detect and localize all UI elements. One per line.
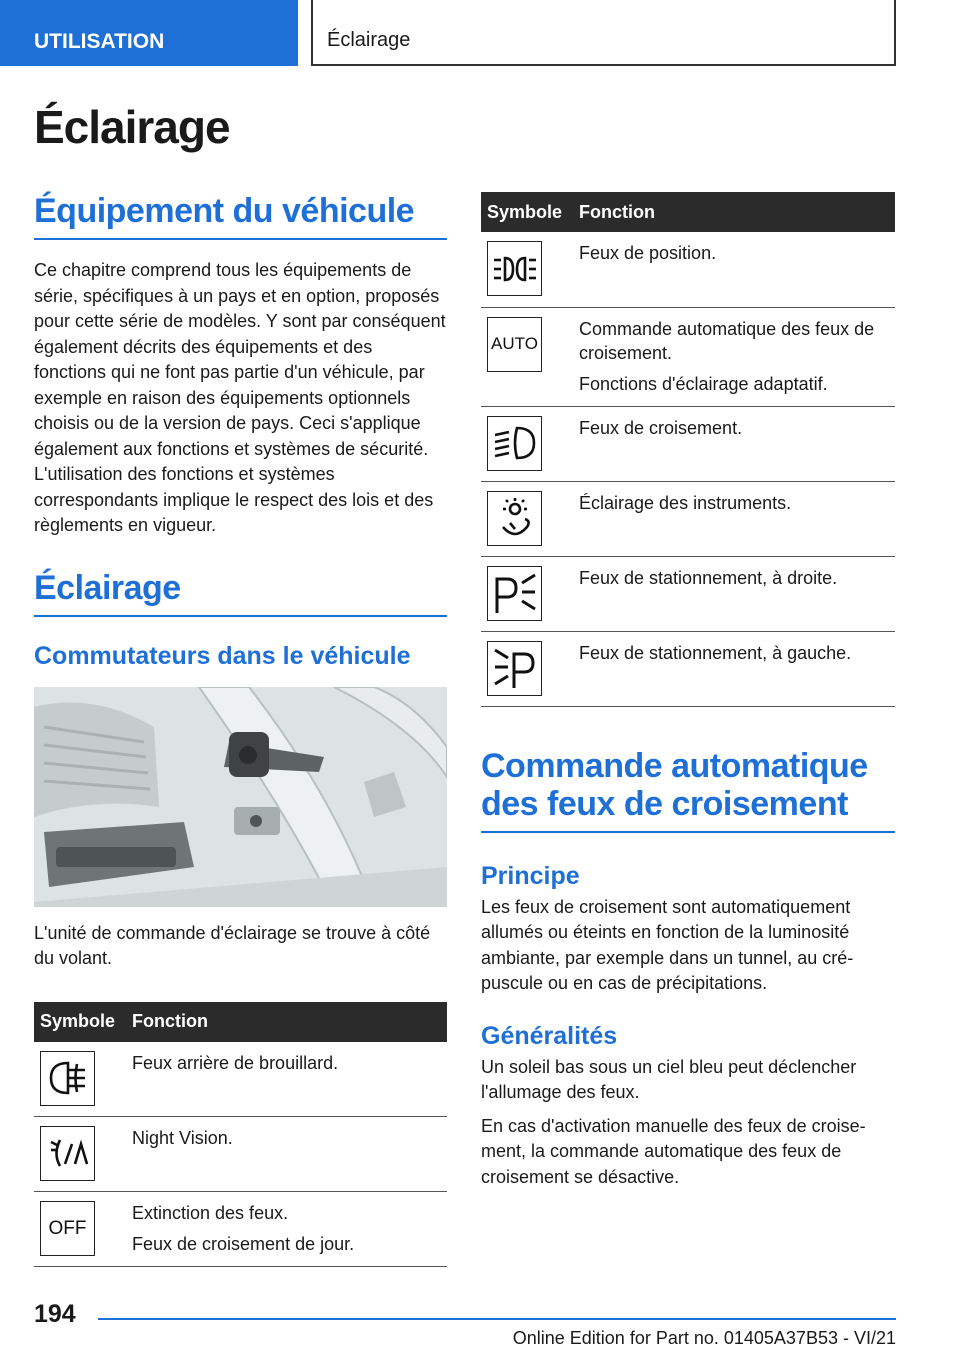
- function-text: Feux de croisement de jour.: [132, 1234, 355, 1254]
- col-function: Fonction: [573, 192, 895, 232]
- parking-lights-icon: [487, 241, 542, 296]
- night-vision-icon: [40, 1126, 95, 1181]
- principle-paragraph: Les feux de croisement sont automatiquement allumés ou éteints en fonction de la luminosité ambiante, par exemple dans un tunnel, au crépuscule ou en cas de précipitations.: [481, 896, 854, 993]
- function-text: Feux de position.: [579, 243, 717, 263]
- general-paragraph-1: Un soleil bas sous un ciel bleu peut déclencher l'allumage des feux.: [481, 1056, 857, 1102]
- function-text: Feux de croisement.: [579, 417, 743, 438]
- function-text: Extinction des feux.: [132, 1203, 289, 1223]
- table-row: [34, 1042, 447, 1117]
- instrument-lighting-icon: [487, 491, 542, 546]
- symbol-table-left: [34, 1002, 447, 1268]
- heading-auto-headlight: Commande automatique des feux de croisement: [481, 747, 895, 833]
- function-text: Fonctions d'éclairage adaptatif.: [579, 373, 828, 394]
- heading-switches: Commutateurs dans le véhicule: [34, 641, 411, 670]
- function-text: Night Vision.: [132, 1128, 233, 1148]
- heading-lighting: Éclairage: [34, 569, 447, 617]
- general-paragraph-2: En cas d'activation manuelle des feux de croisement, la commande automatique des feux de croisement se désactive.: [481, 1115, 866, 1187]
- parking-light-left-icon: [487, 641, 542, 696]
- function-text: Feux de stationnement, à gauche.: [579, 642, 852, 663]
- function-text: Commande automatique des feux de croisement.: [579, 318, 875, 363]
- function-text: Feux de stationnement, à droite.: [579, 567, 838, 588]
- footer-edition: Online Edition for Part no. 01405A37B53 - VI/21: [98, 1318, 896, 1349]
- table-row: [481, 307, 895, 406]
- low-beam-icon: [487, 416, 542, 471]
- page-title: Éclairage: [34, 101, 230, 153]
- left-column: [34, 192, 447, 1267]
- photo-caption: L'unité de commande d'éclairage se trouve à côté du volant.: [34, 922, 431, 968]
- table-row: [481, 556, 895, 631]
- table-row: [34, 1192, 447, 1267]
- icon-label: OFF: [48, 1217, 87, 1239]
- page-number: 194: [34, 1300, 76, 1328]
- rear-fog-light-icon: [40, 1051, 95, 1106]
- table-row: [34, 1117, 447, 1192]
- symbol-table-right: [481, 192, 895, 707]
- steering-wheel-photo: [34, 687, 447, 907]
- heading-equipment: Équipement du véhicule: [34, 192, 447, 240]
- table-row: [481, 481, 895, 556]
- parking-light-right-icon: [487, 566, 542, 621]
- col-function: Fonction: [126, 1002, 447, 1042]
- function-text: Feux arrière de brouillard.: [132, 1052, 339, 1073]
- header-section-tab: UTILISATION: [0, 0, 298, 66]
- lights-off-icon: [40, 1201, 95, 1256]
- table-row: [481, 406, 895, 481]
- col-symbol: Symbole: [481, 192, 573, 232]
- intro-paragraph: Ce chapitre comprend tous les équipements de série, spécifiques à un pays et en option, proposés pour cette série de modèles. Y sont par conséquent également décrits des équipements et des fonctions qui ne font pas partie d'un véhicule, par exemple en raison des équipements optionnels choisis ou de la version de pays. Ceci s'applique également aux fonctions et systèmes de sécurité. L'utilisation des fonctions et systèmes correspondants implique le respect des lois et des règlements en vigueur.: [34, 260, 446, 535]
- heading-principle: Principe: [481, 861, 580, 890]
- header-chapter-title: Éclairage: [311, 0, 896, 66]
- table-row: [481, 232, 895, 307]
- function-text: Éclairage des instruments.: [579, 492, 792, 513]
- heading-general: Généralités: [481, 1021, 618, 1050]
- right-column: [481, 192, 895, 1190]
- auto-headlight-icon: [487, 317, 542, 372]
- icon-label: AUTO: [491, 334, 538, 353]
- table-row: [481, 631, 895, 706]
- col-symbol: Symbole: [34, 1002, 126, 1042]
